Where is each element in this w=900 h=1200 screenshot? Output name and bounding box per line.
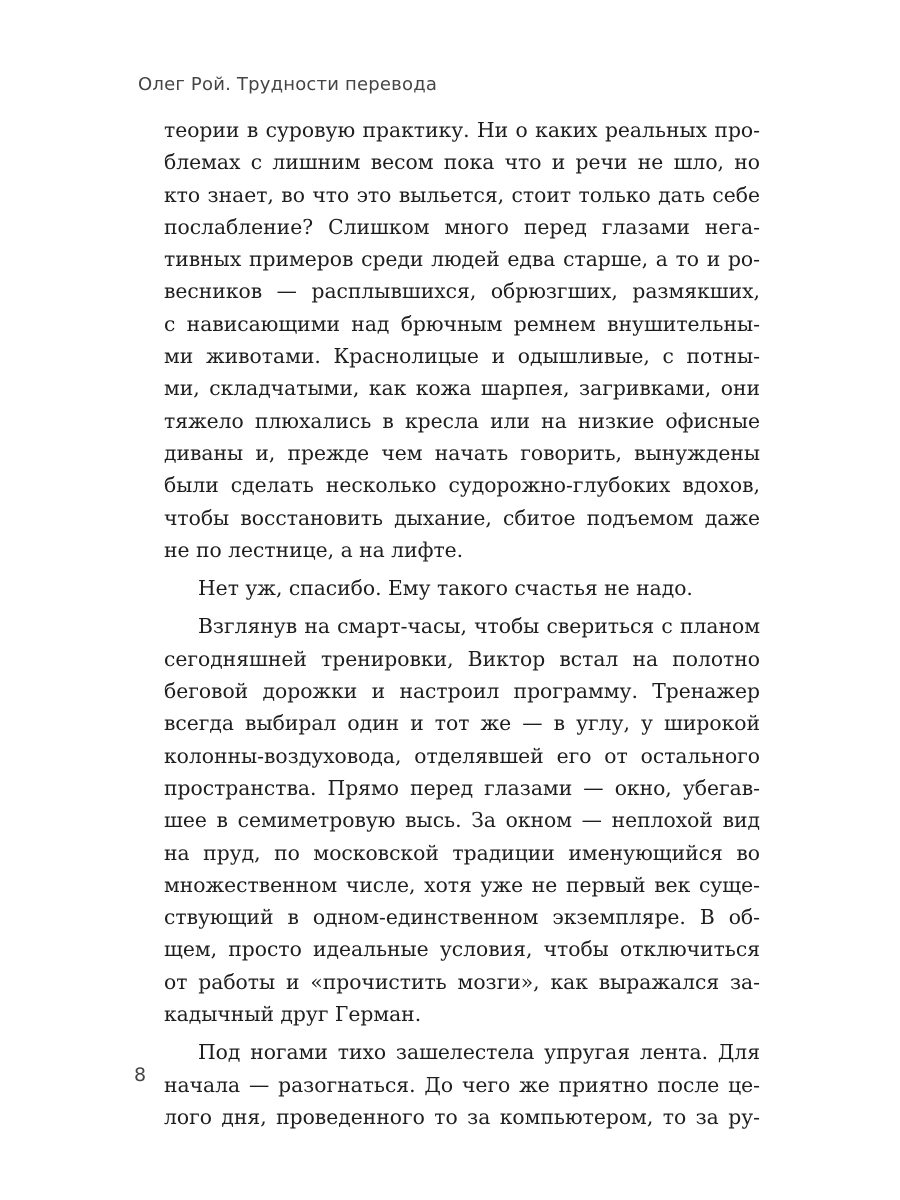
text-line: начала — разогнаться. До чего же приятно после це-	[164, 1072, 760, 1097]
text-line: Нет уж, спасибо. Ему такого счастья не надо.	[198, 576, 693, 601]
text-line: ствующий в одном-единственном экземпляре. В об-	[164, 905, 760, 930]
text-line: кадычный друг Герман.	[164, 1002, 422, 1027]
text-line: ми, складчатыми, как кожа шарпея, загривками, они	[164, 376, 760, 401]
text-line: чтобы восстановить дыхание, сбитое подъемом даже	[164, 505, 760, 530]
page-number: 8	[134, 1064, 147, 1086]
text-line: ми животами. Краснолицые и одышливые, с потны-	[164, 344, 760, 369]
text-line: сегодняшней тренировки, Виктор встал на полотно	[164, 646, 760, 671]
paragraph	[164, 1036, 760, 1133]
text-line: множественном числе, хотя уже не первый век суще-	[164, 872, 760, 897]
text-line: были сделать несколько судорожно-глубоких вдохов,	[164, 473, 760, 498]
text-line: колонны-воздуховода, отделявшей его от остального	[164, 743, 760, 768]
text-line: на пруд, по московской традиции именующийся во	[164, 840, 760, 865]
text-line: кто знает, во что это выльется, стоит только дать себе	[164, 182, 760, 207]
text-line: блемах с лишним весом пока что и речи не шло, но	[164, 150, 760, 175]
text-line: диваны и, прежде чем начать говорить, вынуждены	[164, 440, 760, 465]
paragraph	[164, 114, 760, 566]
text-line: послабление? Слишком много перед глазами нега-	[164, 214, 760, 239]
text-line: тивных примеров среди людей едва старше, а то и ро-	[164, 247, 760, 272]
text-body	[164, 114, 760, 1133]
text-line: тяжело плюхались в кресла или на низкие офисные	[164, 408, 760, 433]
text-line: от работы и «прочистить мозги», как выражался за-	[164, 969, 760, 994]
text-line: щем, просто идеальные условия, чтобы отключиться	[164, 937, 760, 962]
text-line: не по лестнице, а на лифте.	[164, 537, 464, 562]
paragraph	[164, 572, 760, 604]
paragraph	[164, 610, 760, 1030]
text-line: с нависающими над брючным ремнем внушительны-	[164, 311, 760, 336]
text-line: шее в семиметровую высь. За окном — неплохой вид	[164, 808, 760, 833]
text-line: лого дня, проведенного то за компьютером, то за ру-	[164, 1104, 760, 1129]
running-header: Олег Рой. Трудности перевода	[138, 74, 438, 95]
text-line: весников — расплывшихся, обрюзгших, размякших,	[164, 279, 760, 304]
text-line: Под ногами тихо зашелестела упругая лента. Для	[198, 1040, 760, 1065]
text-line: теории в суровую практику. Ни о каких реальных про-	[164, 118, 760, 142]
text-line: беговой дорожки и настроил программу. Тренажер	[164, 679, 760, 704]
text-line: всегда выбирал один и тот же — в углу, у широкой	[164, 711, 760, 736]
text-line: Взглянув на смарт-часы, чтобы свериться с планом	[198, 614, 760, 639]
text-line: пространства. Прямо перед глазами — окно, убегав-	[164, 775, 760, 800]
